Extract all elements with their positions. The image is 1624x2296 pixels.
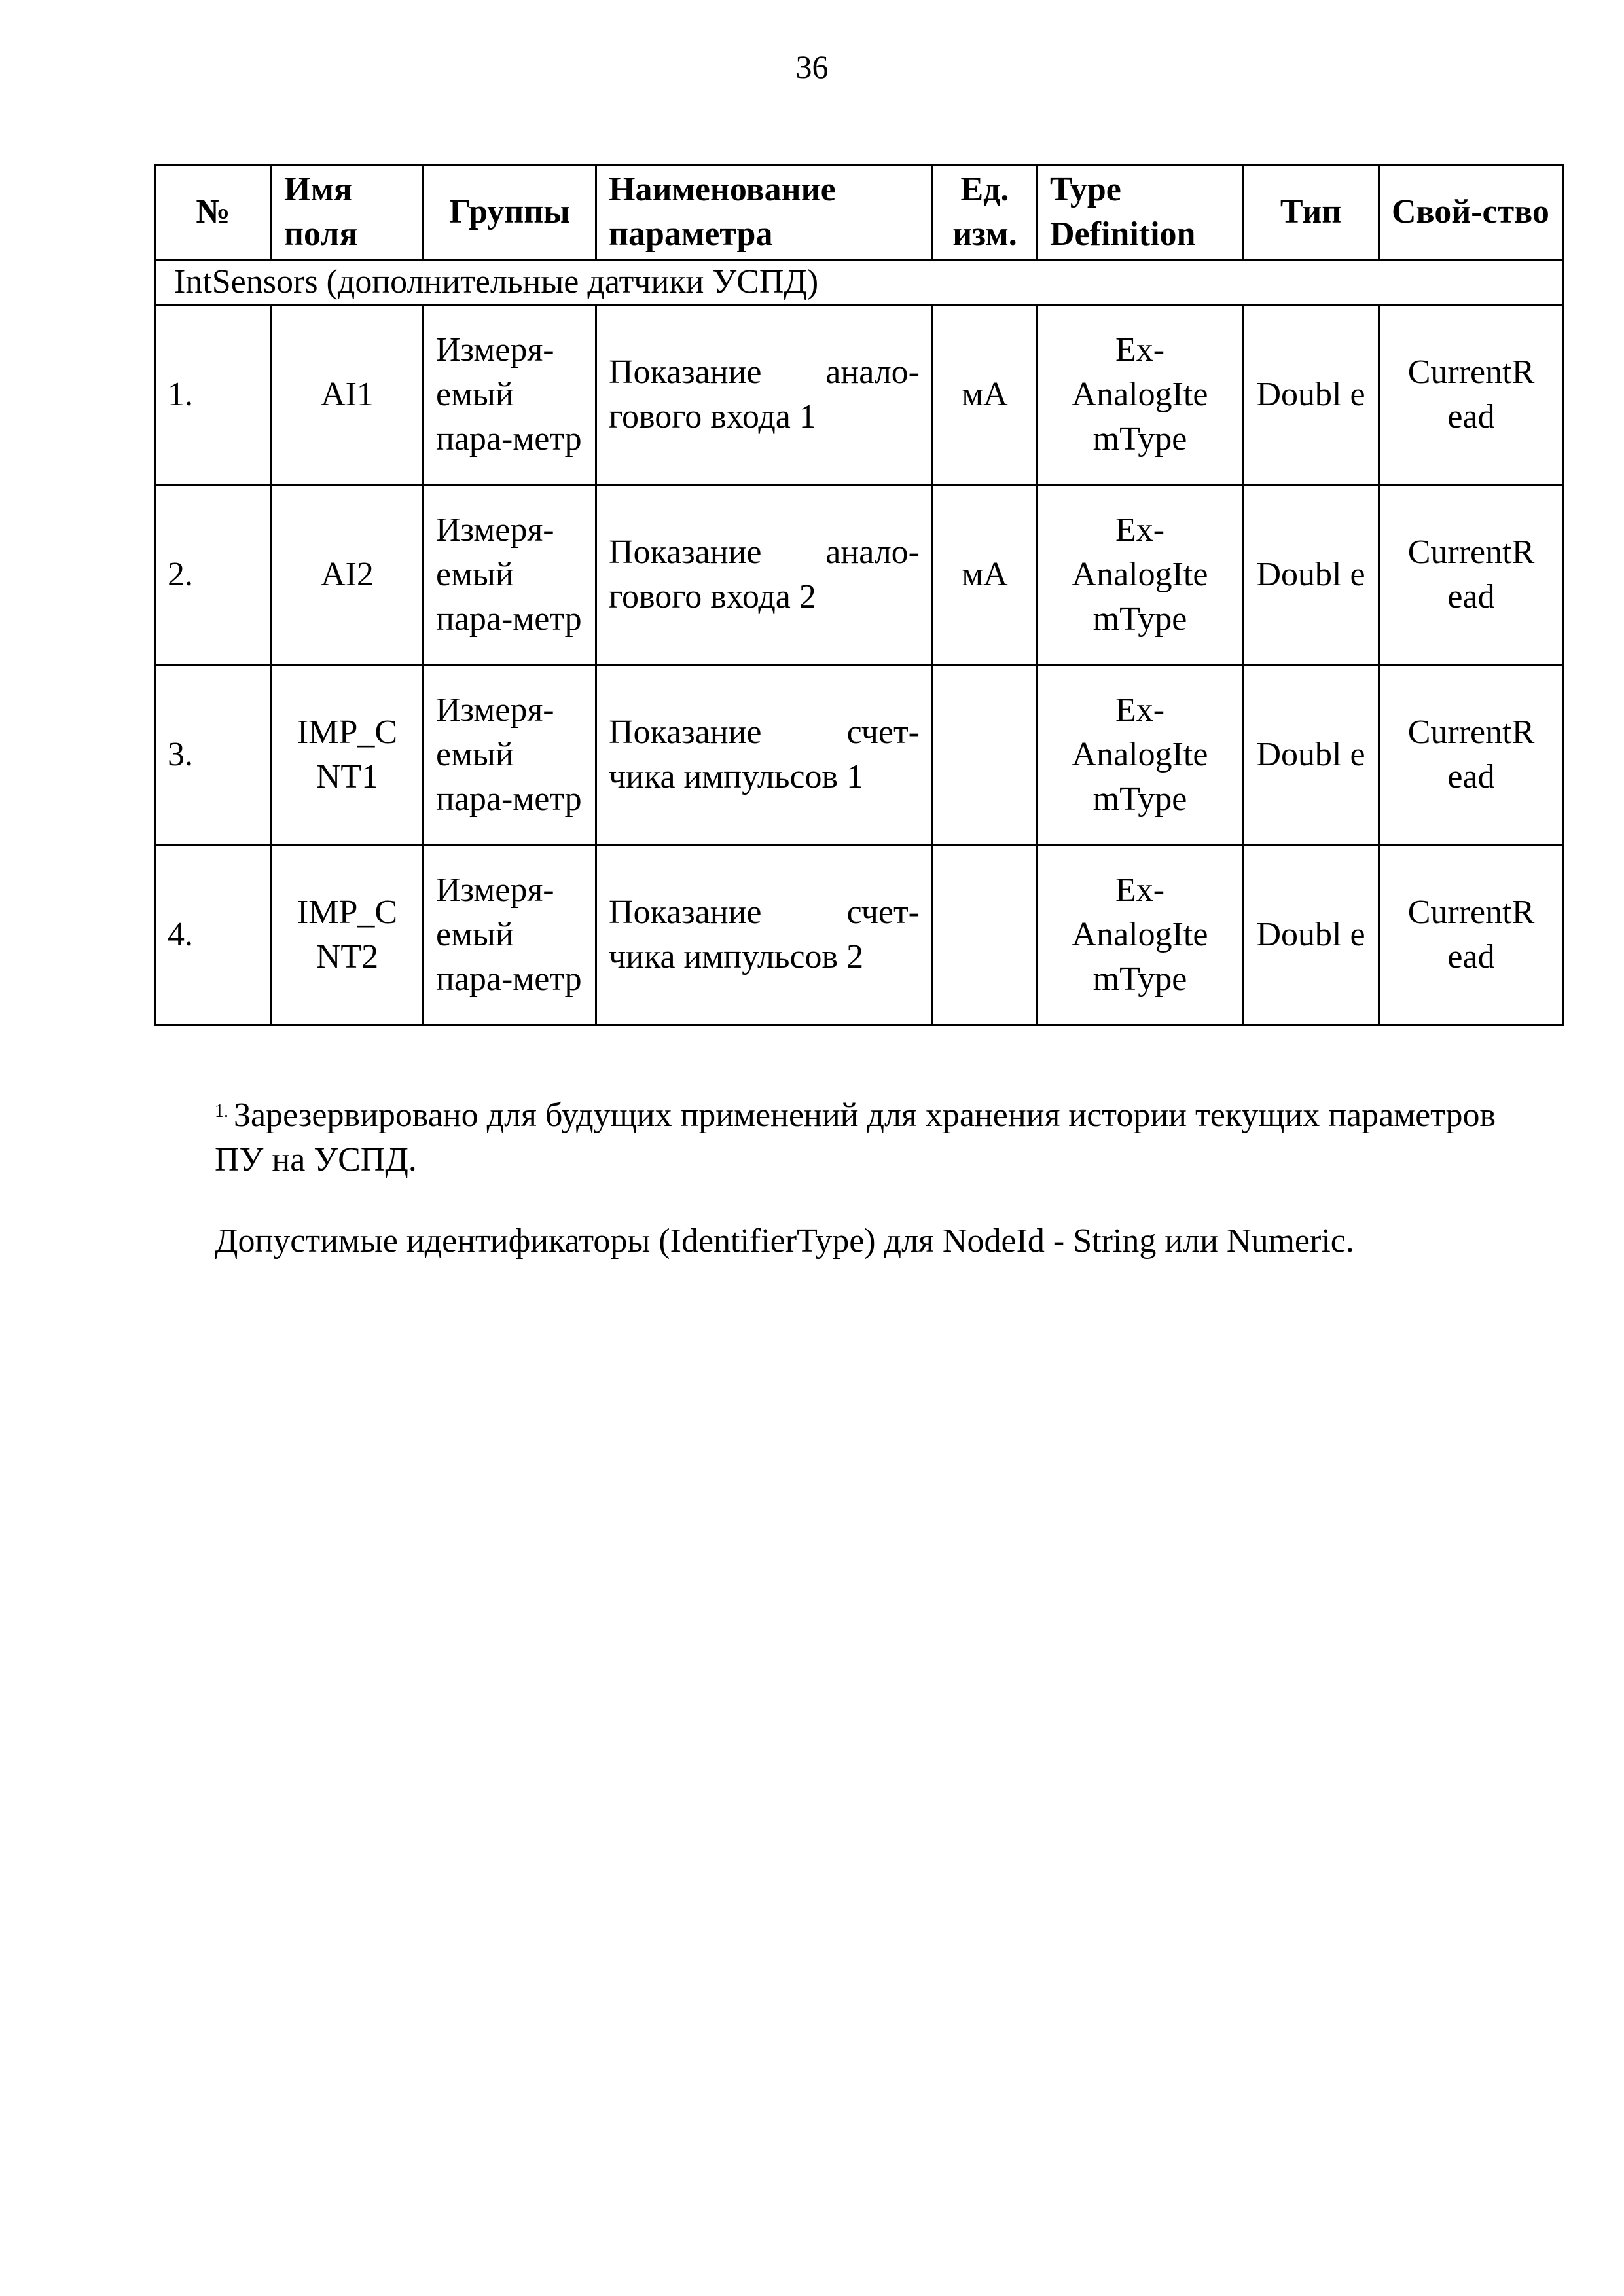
row-parameter-name-line2: чика импульсов 1 (609, 758, 864, 795)
footnote-marker: 1. (215, 1101, 228, 1121)
row-property: CurrentR ead (1379, 845, 1564, 1025)
row-unit (933, 665, 1038, 845)
row-parameter-name-line1: Показание анало- (609, 354, 920, 391)
row-unit (933, 845, 1038, 1025)
row-groups: Измеря-емый пара-метр (424, 485, 596, 665)
table-row (155, 485, 1564, 665)
row-num: 4. (155, 845, 272, 1025)
row-num: 2. (155, 485, 272, 665)
page-number: 36 (795, 48, 829, 85)
header-type-definition: Type Definition (1038, 165, 1243, 260)
row-type: Doubl e (1243, 665, 1379, 845)
footnote (215, 1093, 1524, 1182)
section-title: IntSensors (дополнительные датчики УСПД) (155, 260, 1564, 305)
row-parameter-name-line2: чика импульсов 2 (609, 938, 864, 975)
row-parameter-name (596, 305, 933, 485)
table-row (155, 305, 1564, 485)
row-type: Doubl e (1243, 485, 1379, 665)
row-parameter-name (596, 665, 933, 845)
table-row (155, 845, 1564, 1025)
header-property: Свой-ство (1379, 165, 1564, 260)
row-parameter-name-line1: Показание анало- (609, 534, 920, 571)
row-type-definition: Ex-AnalogIte mType (1038, 845, 1243, 1025)
header-unit: Ед. изм. (933, 165, 1038, 260)
row-field: AI1 (272, 305, 424, 485)
row-field: AI2 (272, 485, 424, 665)
parameters-table (154, 164, 1564, 1026)
header-parameter-name: Наименование параметра (596, 165, 933, 260)
row-num: 1. (155, 305, 272, 485)
row-type: Doubl e (1243, 305, 1379, 485)
row-field: IMP_C NT1 (272, 665, 424, 845)
row-parameter-name-line1: Показание счет- (609, 894, 920, 931)
row-type-definition: Ex-AnalogIte mType (1038, 485, 1243, 665)
row-groups: Измеря-емый пара-метр (424, 665, 596, 845)
header-type: Тип (1243, 165, 1379, 260)
row-parameter-name (596, 845, 933, 1025)
row-property: CurrentR ead (1379, 485, 1564, 665)
row-unit: мА (933, 485, 1038, 665)
header-field-name: Имя поля (272, 165, 424, 260)
header-num: № (155, 165, 272, 260)
row-property: CurrentR ead (1379, 305, 1564, 485)
row-type: Doubl e (1243, 845, 1379, 1025)
row-type-definition: Ex-AnalogIte mType (1038, 305, 1243, 485)
header-groups: Группы (424, 165, 596, 260)
table-section-row (155, 260, 1564, 305)
table-row (155, 665, 1564, 845)
row-parameter-name-line2: гового входа 1 (609, 398, 816, 435)
row-parameter-name-line2: гового входа 2 (609, 578, 816, 615)
row-parameter-name-line1: Показание счет- (609, 714, 920, 751)
row-parameter-name (596, 485, 933, 665)
row-unit: мА (933, 305, 1038, 485)
row-groups: Измеря-емый пара-метр (424, 305, 596, 485)
row-num: 3. (155, 665, 272, 845)
row-groups: Измеря-емый пара-метр (424, 845, 596, 1025)
row-type-definition: Ex-AnalogIte mType (1038, 665, 1243, 845)
identifier-note: Допустимые идентификаторы (IdentifierType) для NodeId - String или Numeric. (215, 1222, 1354, 1260)
table-header-row (155, 165, 1564, 260)
row-property: CurrentR ead (1379, 665, 1564, 845)
row-field: IMP_C NT2 (272, 845, 424, 1025)
footnote-text: Зарезервировано для будущих применений для хранения истории текущих параметров ПУ на УСПД. (215, 1097, 1496, 1178)
